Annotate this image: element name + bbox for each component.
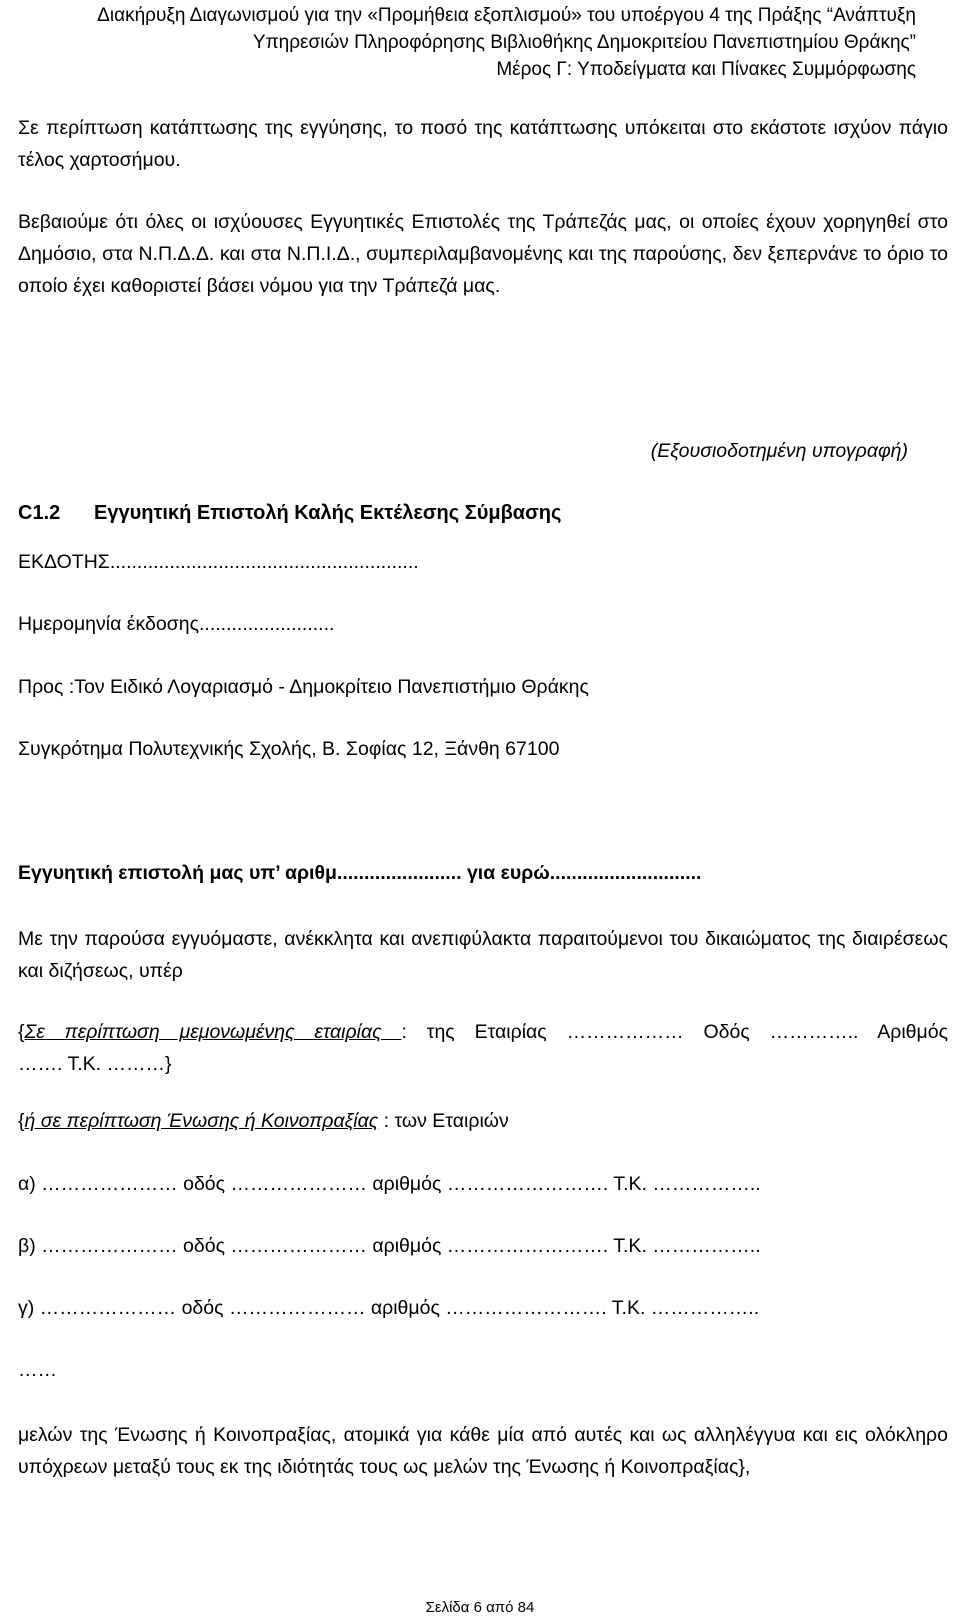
member-item-c: γ) ………………… οδός ………………… αριθμός ……………………. Τ.Κ. …………….. — [18, 1297, 760, 1319]
page-header — [16, 2, 916, 83]
section-heading — [18, 502, 561, 525]
forfeiture-text: Σε περίπτωση κατάπτωσης της εγγύησης, το ποσό της κατάπτωσης υπόκειται στο εκάστοτε ισχύον πάγιο τέλος χαρτοσήμου. — [18, 117, 948, 171]
union-label: ή σε περίπτωση Ένωσης ή Κοινοπραξίας — [24, 1110, 379, 1132]
single-open-brace: { — [18, 1021, 25, 1043]
single-company-line-1 — [18, 1016, 948, 1048]
letter-reference: Εγγυητική επιστολή μας υπ’ αριθμ....................... για ευρώ............................ — [18, 862, 702, 884]
members-paragraph — [18, 1419, 948, 1483]
section-number: C1.2 — [18, 502, 61, 524]
single-company-details: : της Εταιρίας ……………… Οδός ………….. Αριθμός — [401, 1021, 948, 1043]
page-number: Σελίδα 6 από 84 — [425, 1599, 535, 1616]
guarantee-paragraph — [18, 923, 948, 987]
certification-text: Βεβαιούμε ότι όλες οι ισχύουσες Εγγυητικές Επιστολές της Τράπεζάς μας, οι οποίες έχουν χορηγηθεί στο Δημόσιο, στα Ν.Π.Δ.Δ. και στα Ν.Π.Ι.Δ., συμπεριλαμβανομένης και της παρούσης, δεν ξεπερνάνε το όριο το οποίο έχει καθοριστεί βάσει νόμου για την Τράπεζά μας. — [18, 211, 948, 297]
union-companies: : των Εταιριών — [378, 1110, 509, 1132]
single-company-label: Σε περίπτωση μεμονωμένης εταιρίας — [24, 1021, 402, 1043]
issuer-line: ΕΚΔΟΤΗΣ......................................................... — [18, 551, 419, 573]
address-line: Συγκρότημα Πολυτεχνικής Σχολής, Β. Σοφίας 12, Ξάνθη 67100 — [18, 738, 560, 760]
authorized-signature: (Εξουσιοδοτημένη υπογραφή) — [650, 440, 908, 462]
paragraph-certification — [18, 206, 948, 302]
member-item-b: β) ………………… οδός ………………… αριθμός ……………………. Τ.Κ. …………….. — [18, 1235, 761, 1257]
header-line-2: Υπηρεσιών Πληροφόρησης Βιβλιοθήκης Δημοκριτείου Πανεπιστημίου Θράκης” — [252, 32, 916, 53]
guarantee-text: Με την παρούσα εγγυόμαστε, ανέκκλητα και ανεπιφύλακτα παραιτούμενοι του δικαιώματος της διαιρέσεως και διζήσεως, υπέρ — [18, 928, 948, 982]
member-ellipsis: …… — [18, 1359, 57, 1381]
union-line — [18, 1110, 509, 1133]
paragraph-forfeiture — [18, 112, 948, 176]
issue-date-line: Ημερομηνία έκδοσης......................... — [18, 613, 335, 635]
members-text: μελών της Ένωσης ή Κοινοπραξίας, ατομικά για κάθε μία από αυτές και ως αλληλέγγυα και εις ολόκληρο υπόχρεων μεταξύ τους εκ της ιδιότητάς τους ως μελών της Ένωσης ή Κοινοπραξίας}, — [18, 1424, 948, 1478]
header-line-1: Διακήρυξη Διαγωνισμού για την «Προμήθεια εξοπλισμού» του υποέργου 4 της Πράξης “Ανάπτυξη — [97, 5, 916, 26]
union-open-brace: { — [18, 1110, 25, 1132]
recipient-line: Προς :Τον Ειδικό Λογαριασμό - Δημοκρίτειο Πανεπιστήμιο Θράκης — [18, 676, 589, 698]
member-item-a: α) ………………… οδός ………………… αριθμός ……………………. Τ.Κ. …………….. — [18, 1173, 761, 1195]
section-title: Εγγυητική Επιστολή Καλής Εκτέλεσης Σύμβασης — [94, 502, 562, 524]
single-company-line-2: ……. Τ.Κ. ………} — [18, 1053, 172, 1075]
header-line-3: Μέρος Γ: Υποδείγματα και Πίνακες Συμμόρφωσης — [496, 59, 916, 80]
single-company-block — [18, 1016, 948, 1080]
